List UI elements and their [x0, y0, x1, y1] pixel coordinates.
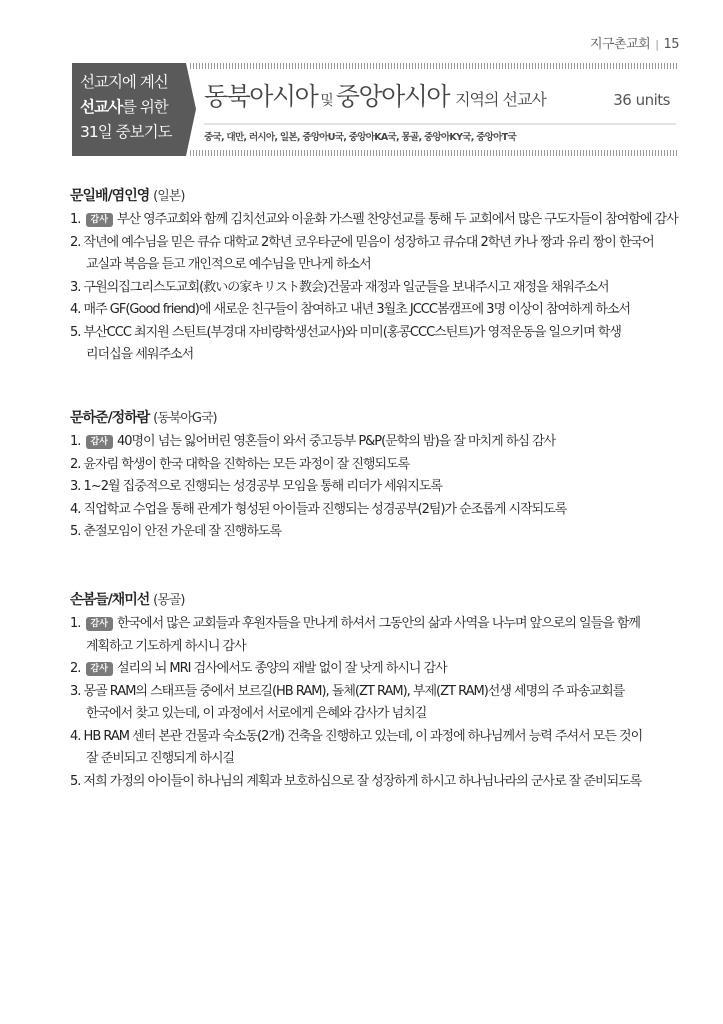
- thanks-badge: 감사: [86, 617, 113, 631]
- missionary-section-northeast-asia: [70, 406, 690, 544]
- prayer-item: 5. 춘절모임이 안전 가운데 잘 진행하도록: [70, 524, 282, 539]
- box-line-2: 선교사를 위한: [80, 98, 168, 116]
- section-title: 문일배/염인영 (일본): [70, 188, 185, 204]
- missionary-section-japan: [70, 184, 690, 367]
- page-number: 15: [663, 37, 679, 52]
- thanks-badge: 감사: [86, 435, 113, 449]
- prayer-item: 4. HB RAM 센터 본관 건물과 숙소동(2개) 건축을 진행하고 있는데, 이 과정에 하나님께서 능력 주셔서 모든 것이 잘 준비되고 진행되게 하시길: [70, 728, 643, 766]
- country-list: 중국, 대만, 러시아, 일본, 중앙아U국, 중앙아KA국, 몽골, 중앙아KY국, 중앙아T국: [204, 132, 516, 143]
- prayer-guide-label-box: [72, 63, 186, 156]
- prayer-item: 2. 윤자림 학생이 한국 대학을 진학하는 모든 과정이 잘 진행되도록: [70, 456, 410, 472]
- prayer-item: 5. 부산CCC 최지원 스틴트(부경대 자비량학생선교사)와 미미(홍콩CCC스틴트)가 영적운동을 일으키며 학생 리더십을 세워주소서: [70, 324, 621, 362]
- prayer-item: 4. 직업학교 수업을 통해 관계가 형성된 아이들과 진행되는 성경공부(2팀)가 순조롭게 시작되도록: [70, 501, 567, 517]
- prayer-item: 2. 작년에 예수님을 믿은 큐슈 대학교 2학년 코우타군에 믿음이 성장하고 큐슈대 2학년 카나 짱과 유리 짱이 한국어 교실과 복음을 듣고 개인적으로 예수님을 만나게 하소서: [70, 234, 654, 272]
- arrow-shape: [186, 63, 196, 156]
- units-count: 36 units: [613, 91, 670, 109]
- stripe-divider-top: [190, 63, 678, 69]
- section-title: 손봄들/채미선 (몽골): [70, 592, 185, 608]
- header-separator: |: [655, 38, 659, 51]
- prayer-item: 3. 1~2월 집중적으로 진행되는 성경공부 모임을 통해 리더가 세워지도록: [70, 479, 442, 494]
- page-title: 동북아시아 및 중앙아시아 지역의 선교사 36 units: [204, 82, 670, 111]
- missionary-section-mongolia: [70, 588, 690, 793]
- section-title: 문하준/정하람 (동북아G국): [70, 410, 217, 426]
- thanks-badge: 감사: [86, 662, 113, 676]
- prayer-item: 1. 감사 40명이 넘는 잃어버린 영혼들이 와서 중고등부 P&P(문학의 밤)을 잘 마치게 하심 감사: [70, 434, 556, 449]
- prayer-item: 3. 구원의집그리스도교회(救いの家キリスト教会)건물과 재정과 일군들을 보내주시고 재정을 채워주소서: [70, 279, 609, 295]
- prayer-item: 5. 저희 가정의 아이들이 하나님의 계획과 보호하심으로 잘 성장하게 하시고 하나님나라의 군사로 잘 준비되도록: [70, 773, 642, 789]
- box-line-3: 31일 중보기도: [80, 123, 172, 141]
- prayer-item: 2. 감사 설리의 뇌 MRI 검사에서도 종양의 재발 없이 잘 낫게 하시니 감사: [70, 661, 447, 676]
- prayer-item: 1. 감사 한국에서 많은 교회들과 후원자들을 만나게 하셔서 그동안의 삶과 사역을 나누며 앞으로의 일들을 함께 계획하고 기도하게 하시니 감사: [70, 616, 640, 654]
- box-line-1: 선교지에 계신: [80, 73, 168, 91]
- prayer-item: 1. 감사 부산 영주교회와 함께 김치선교와 이윤화 가스펠 찬양선교를 통해 두 교회에서 많은 구도자들이 참여함에 감사: [70, 212, 678, 227]
- church-name: 지구촌교회: [589, 37, 651, 52]
- prayer-item: 3. 몽골 RAM의 스태프들 중에서 보르길(HB RAM), 돌체(ZT RAM), 부제(ZT RAM)선생 세명의 주 파송교회를 한국에서 찾고 있는데, 이 과정에서 서로에게 은혜와 감사가 넘치길: [70, 683, 625, 721]
- title-separator-line: [204, 123, 676, 125]
- stripe-divider-bottom: [190, 150, 678, 156]
- thanks-badge: 감사: [86, 213, 113, 227]
- title-banner: [72, 63, 678, 156]
- prayer-item: 4. 매주 GF(Good friend)에 새로운 친구들이 참여하고 내년 3월초 JCCC봄캠프에 3명 이상이 참여하게 하소서: [70, 302, 631, 317]
- page-header: [590, 33, 679, 52]
